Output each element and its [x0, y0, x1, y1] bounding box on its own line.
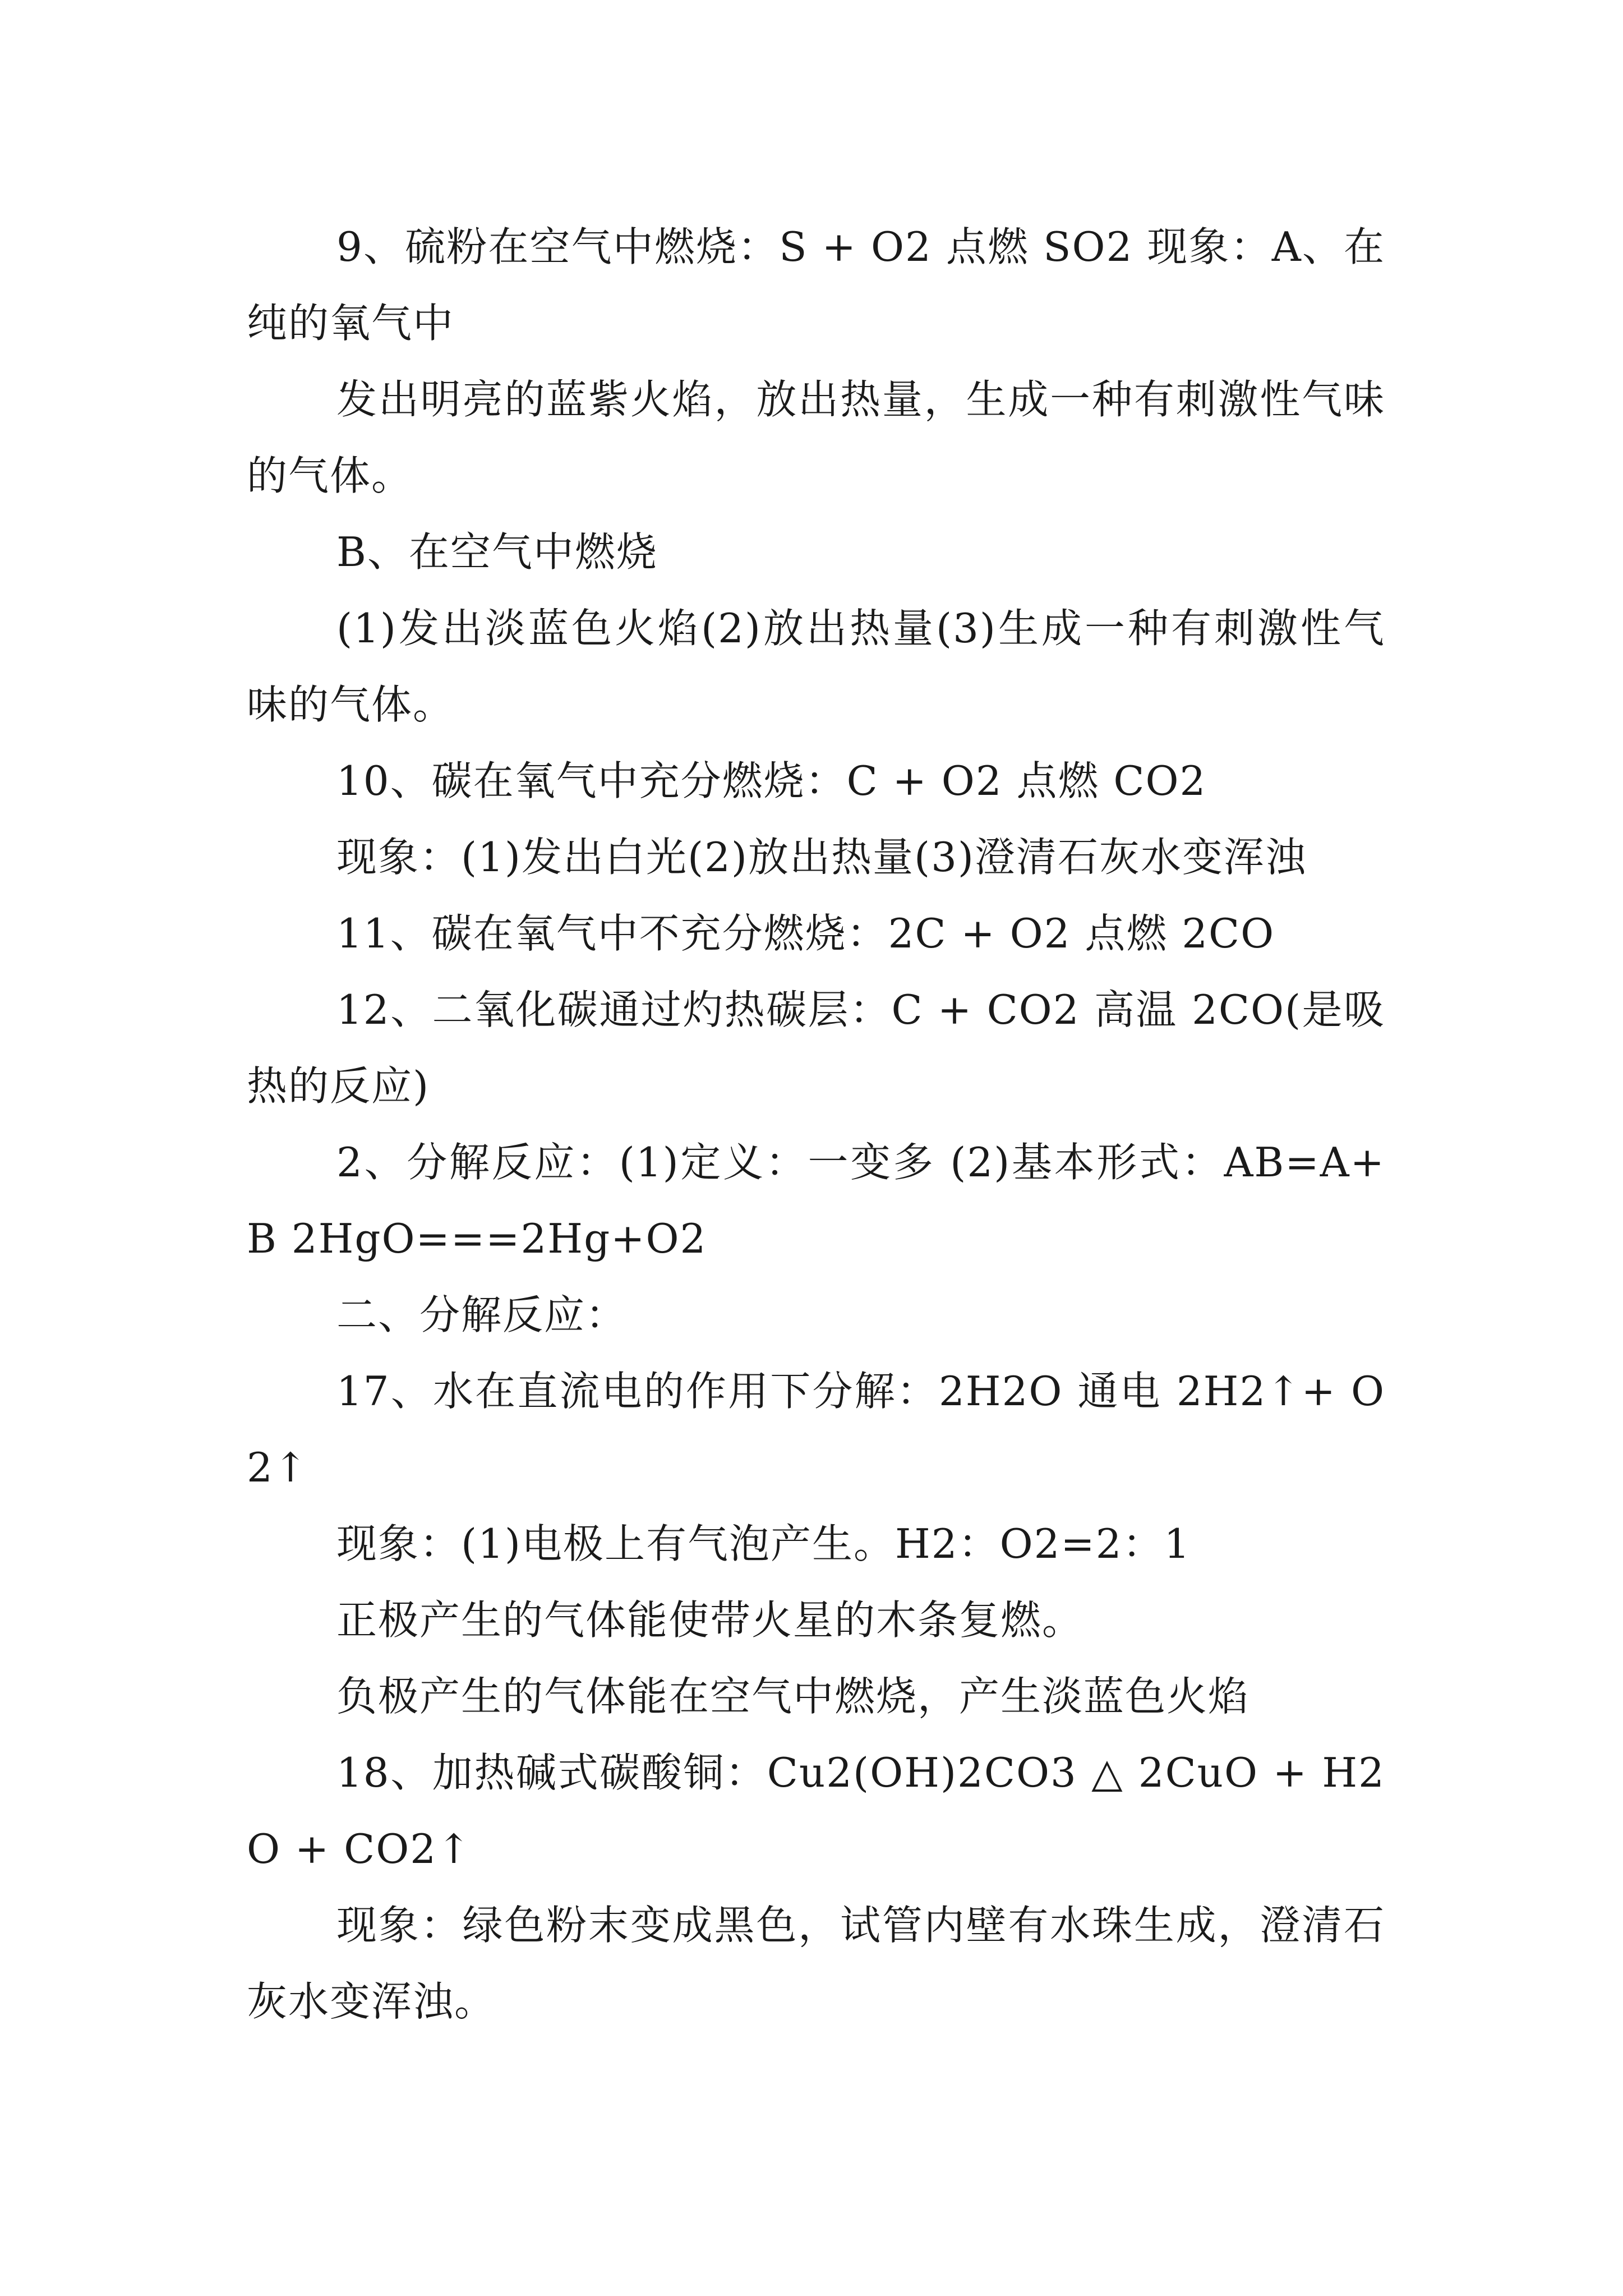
- paragraph-copper-carbonate-heating: 18、加热碱式碳酸铜：Cu2(OH)2CO3 △ 2CuO + H2O + CO2↑: [247, 1749, 1385, 1872]
- paragraph-positive-electrode: 正极产生的气体能使带火星的木条复燃。: [336, 1596, 1084, 1644]
- paragraph-water-electrolysis: 17、水在直流电的作用下分解：2H2O 通电 2H2↑+ O2↑: [247, 1368, 1385, 1491]
- paragraph-carbon-phenomenon: 现象：(1)发出白光(2)放出热量(3)澄清石灰水变浑浊: [336, 834, 1307, 881]
- section-heading-decomposition: 二、分解反应：: [336, 1291, 628, 1338]
- paragraph-sulfur-air-phenomenon: (1)发出淡蓝色火焰(2)放出热量(3)生成一种有刺激性气味的气体。: [247, 605, 1385, 728]
- paragraph-negative-electrode: 负极产生的气体能在空气中燃烧，产生淡蓝色火焰: [336, 1673, 1250, 1720]
- paragraph-co2-carbon-layer: 12、二氧化碳通过灼热碳层：C + CO2 高温 2CO(是吸热的反应): [247, 986, 1385, 1110]
- paragraph-sulfur-combustion: 9、硫粉在空气中燃烧：S + O2 点燃 SO2 现象：A、在纯的氧气中: [247, 223, 1385, 347]
- paragraph-sulfur-air-heading: B、在空气中燃烧: [336, 528, 658, 576]
- paragraph-decomposition-definition: 2、分解反应：(1)定义：一变多 (2)基本形式：AB=A+B 2HgO===2Hg+O2: [247, 1139, 1385, 1262]
- document-body: [247, 209, 1385, 2040]
- paragraph-copper-carbonate-phenomenon: 现象：绿色粉末变成黑色，试管内壁有水珠生成，澄清石灰水变浑浊。: [247, 1902, 1385, 2025]
- paragraph-carbon-partial-combustion: 11、碳在氧气中不充分燃烧：2C + O2 点燃 2CO: [336, 910, 1275, 957]
- paragraph-carbon-full-combustion: 10、碳在氧气中充分燃烧：C + O2 点燃 CO2: [336, 757, 1207, 804]
- paragraph-sulfur-oxygen-phenomenon: 发出明亮的蓝紫火焰，放出热量，生成一种有刺激性气味的气体。: [247, 376, 1385, 499]
- paragraph-electrolysis-phenomenon: 现象：(1)电极上有气泡产生。H2：O2=2：1: [336, 1520, 1191, 1567]
